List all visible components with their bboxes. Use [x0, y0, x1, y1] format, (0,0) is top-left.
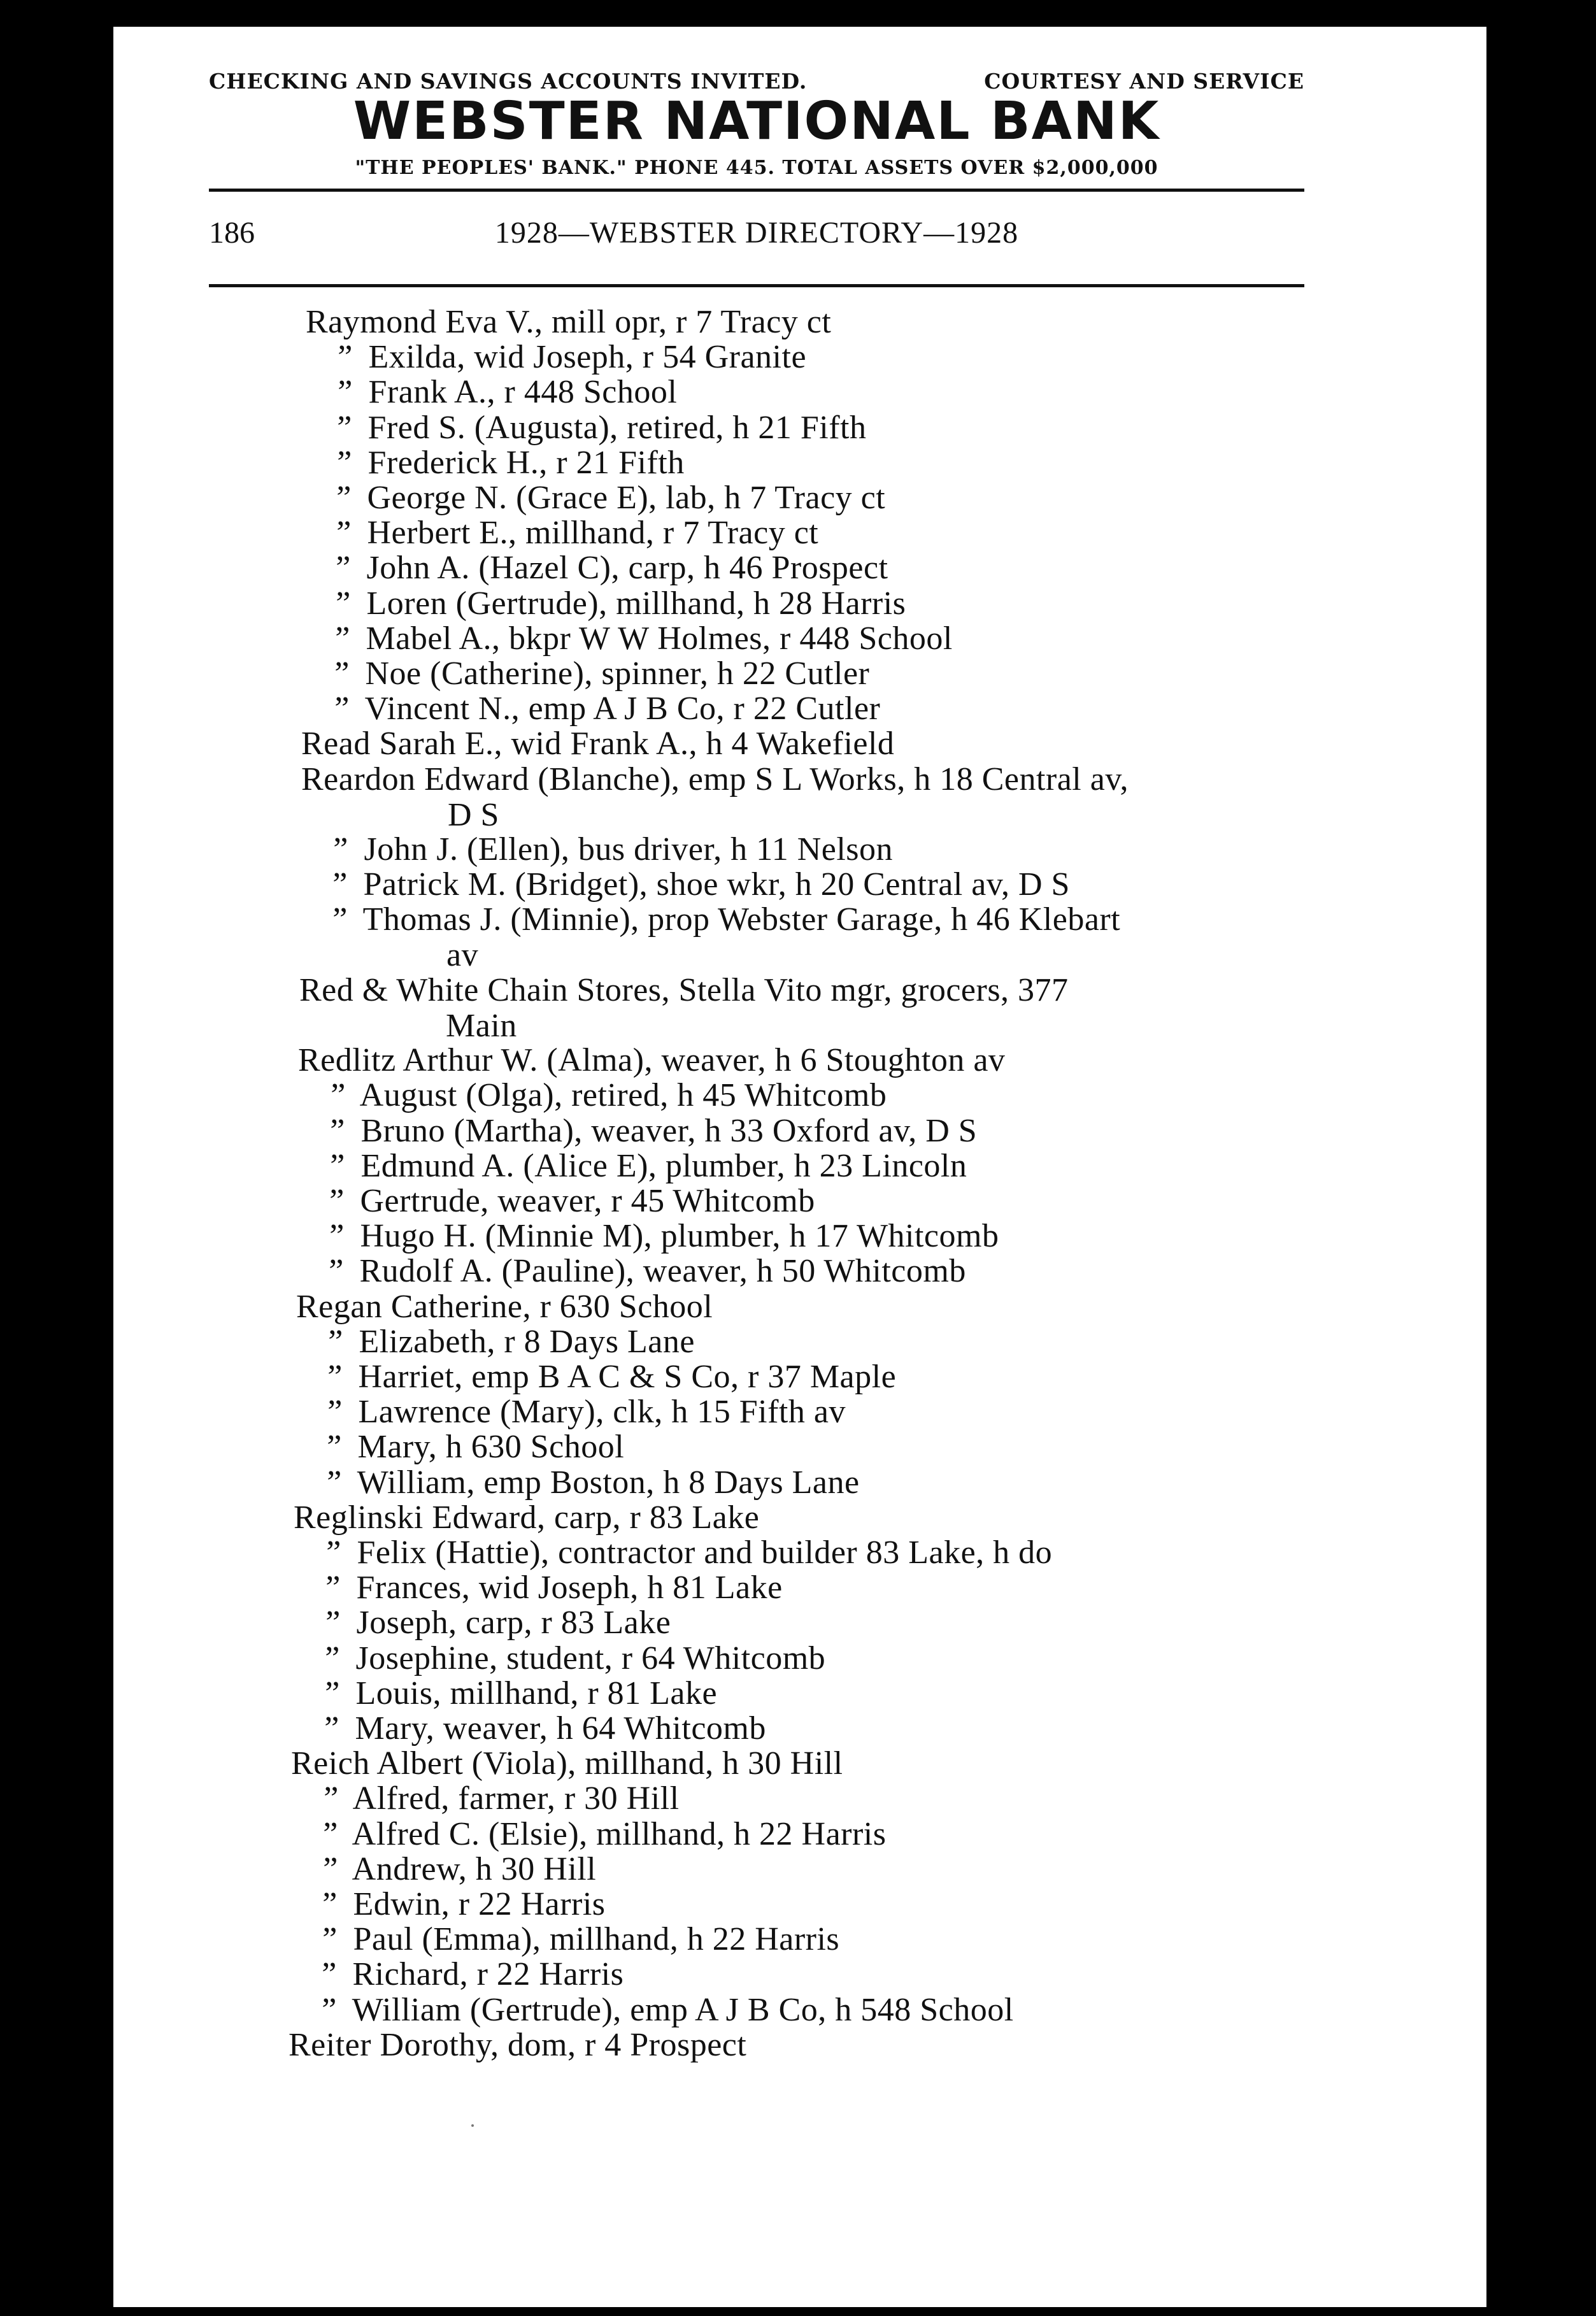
- entry-text: George N. (Grace E), lab, h 7 Tracy ct: [367, 480, 886, 516]
- directory-entry: [329, 480, 885, 516]
- bank-name: WEBSTER NATIONAL BANK: [353, 91, 1160, 152]
- entry-text: Noe (Catherine), spinner, h 22 Cutler: [365, 655, 870, 692]
- entry-text: Reich Albert (Viola), millhand, h 30 Hill: [291, 1745, 843, 1782]
- entry-text: William (Gertrude), emp A J B Co, h 548 School: [352, 1992, 1014, 2028]
- ditto-mark: ”: [329, 1253, 344, 1289]
- directory-entry: [316, 1817, 886, 1852]
- entry-text: Richard, r 22 Harris: [352, 1956, 624, 1992]
- directory-entry: [325, 867, 1070, 903]
- directory-entry: [319, 1535, 1052, 1571]
- ditto-mark: ”: [331, 1077, 346, 1113]
- ditto-mark: ”: [327, 1394, 343, 1430]
- entry-text: Thomas J. (Minnie), prop Webster Garage, h 46 Klebart: [362, 901, 1121, 938]
- directory-entry: [330, 445, 685, 481]
- directory-entry: [317, 1781, 680, 1817]
- ditto-mark: ”: [334, 690, 350, 727]
- entry-text: Loren (Gertrude), millhand, h 28 Harris: [366, 585, 906, 622]
- entry-text: Alfred C. (Elsie), millhand, h 22 Harris: [352, 1816, 887, 1852]
- ditto-mark: ”: [324, 1710, 339, 1747]
- header-rule-bottom: [209, 284, 1304, 287]
- ditto-mark: ”: [327, 1359, 343, 1395]
- directory-entry: [301, 726, 894, 762]
- directory-entry: [291, 1746, 843, 1782]
- entry-continuation: av: [446, 937, 479, 973]
- entry-text: Josephine, student, r 64 Whitcomb: [355, 1640, 826, 1676]
- entry-text: Read Sarah E., wid Frank A., h 4 Wakefield: [301, 726, 895, 762]
- entry-text: Red & White Chain Stores, Stella Vito mgr, grocers, 377: [299, 972, 1069, 1008]
- directory-entry: [322, 1183, 815, 1219]
- ditto-mark: ”: [338, 374, 353, 410]
- page-number: 186: [209, 216, 255, 250]
- directory-entry: [298, 1043, 1005, 1078]
- running-title: 1928—WEBSTER DIRECTORY—1928: [494, 216, 1019, 250]
- entry-text: Frederick H., r 21 Fifth: [367, 445, 685, 481]
- entry-text: Frank A., r 448 School: [368, 374, 678, 410]
- running-header: [209, 215, 1304, 266]
- entry-text: Mary, weaver, h 64 Whitcomb: [355, 1710, 766, 1747]
- directory-entry: [321, 1324, 695, 1360]
- directory-entry: [329, 586, 906, 622]
- directory-entry: [325, 902, 1120, 973]
- entry-text: Patrick M. (Bridget), shoe wkr, h 20 Central av, D S: [363, 866, 1070, 903]
- ditto-mark: ”: [336, 515, 352, 551]
- entry-text: Exilda, wid Joseph, r 54 Granite: [368, 339, 807, 375]
- directory-entry: [317, 1711, 766, 1747]
- directory-entry: [320, 1394, 846, 1430]
- directory-entry: [318, 1605, 671, 1641]
- entry-text: Mary, h 630 School: [357, 1429, 625, 1465]
- entry-text: Vincent N., emp A J B Co, r 22 Cutler: [364, 690, 881, 727]
- directory-entry: [306, 304, 831, 340]
- ditto-mark: ”: [336, 550, 351, 586]
- directory-entry: [318, 1570, 783, 1606]
- directory-entry: [299, 973, 1069, 1044]
- ditto-mark: ”: [337, 410, 352, 446]
- entry-text: Lawrence (Mary), clk, h 15 Fifth av: [358, 1394, 846, 1430]
- ditto-mark: ”: [325, 1675, 340, 1712]
- directory-entry: [315, 1922, 839, 1957]
- ditto-mark: ”: [328, 1324, 343, 1360]
- ditto-mark: ”: [336, 480, 352, 516]
- directory-entry: [329, 515, 818, 551]
- ditto-mark: ”: [338, 339, 353, 375]
- directory-entry: [320, 1359, 896, 1395]
- entry-text: Mabel A., bkpr W W Holmes, r 448 School: [366, 620, 953, 657]
- directory-entry: [324, 1078, 887, 1113]
- entry-text: Bruno (Martha), weaver, h 33 Oxford av, D S: [360, 1113, 978, 1149]
- directory-entry: [322, 1219, 999, 1254]
- ditto-mark: ”: [329, 1183, 345, 1219]
- directory-entry: [320, 1429, 624, 1465]
- directory-entry: [331, 375, 677, 410]
- entry-text: August (Olga), retired, h 45 Whitcomb: [359, 1077, 887, 1113]
- directory-entry: [327, 691, 880, 727]
- ditto-mark: ”: [322, 1956, 337, 1992]
- ditto-mark: ”: [335, 620, 350, 657]
- entry-text: Herbert E., millhand, r 7 Tracy ct: [367, 515, 819, 551]
- ditto-mark: ”: [322, 1992, 337, 2028]
- ditto-mark: ”: [332, 901, 348, 938]
- directory-entry: [328, 621, 953, 657]
- entry-text: Frances, wid Joseph, h 81 Lake: [356, 1569, 783, 1606]
- entry-text: John A. (Hazel C), carp, h 46 Prospect: [366, 550, 888, 586]
- entry-text: Hugo H. (Minnie M), plumber, h 17 Whitcomb: [360, 1218, 999, 1254]
- directory-entry: [326, 832, 893, 868]
- ditto-mark: ”: [330, 1113, 345, 1149]
- entry-continuation: D S: [448, 797, 499, 833]
- entry-text: Andrew, h 30 Hill: [352, 1851, 597, 1887]
- ditto-mark: ”: [324, 1780, 339, 1817]
- directory-entry: [315, 1957, 623, 1992]
- ditto-mark: ”: [322, 1921, 338, 1957]
- directory-entry: [329, 550, 888, 586]
- ditto-mark: ”: [329, 1218, 345, 1254]
- ditto-mark: ”: [334, 655, 350, 692]
- directory-entry: [296, 1289, 713, 1325]
- entry-text: Joseph, carp, r 83 Lake: [356, 1605, 671, 1641]
- entry-text: John J. (Ellen), bus driver, h 11 Nelson: [364, 831, 894, 868]
- directory-entry: [327, 656, 869, 692]
- entry-text: Paul (Emma), millhand, h 22 Harris: [353, 1921, 840, 1957]
- ditto-mark: ”: [325, 1605, 341, 1641]
- entry-text: Reglinski Edward, carp, r 83 Lake: [294, 1499, 760, 1536]
- directory-entry: [323, 1113, 977, 1149]
- entry-continuation: Main: [446, 1008, 517, 1044]
- bank-ad-tagline: [209, 69, 1304, 94]
- directory-entry: [315, 1887, 606, 1922]
- entry-text: Elizabeth, r 8 Days Lane: [359, 1324, 695, 1360]
- ditto-mark: ”: [332, 866, 348, 903]
- bank-ad-subline: "THE PEOPLES' BANK." PHONE 445. TOTAL ASSETS OVER $2,000,000: [355, 157, 1158, 179]
- directory-entry: [301, 762, 1129, 833]
- entry-text: Louis, millhand, r 81 Lake: [355, 1675, 718, 1712]
- entry-text: Gertrude, weaver, r 45 Whitcomb: [360, 1183, 815, 1219]
- ditto-mark: ”: [330, 1148, 345, 1184]
- entry-text: Raymond Eva V., mill opr, r 7 Tracy ct: [306, 304, 832, 340]
- ad-right-text: COURTESY AND SERVICE: [984, 69, 1304, 94]
- directory-entry: [289, 2027, 746, 2063]
- header-rule-top: [209, 189, 1304, 192]
- entry-text: Fred S. (Augusta), retired, h 21 Fifth: [367, 410, 867, 446]
- ditto-mark: ”: [326, 1534, 341, 1571]
- entry-text: Harriet, emp B A C & S Co, r 37 Maple: [358, 1359, 897, 1395]
- entry-text: Edwin, r 22 Harris: [353, 1886, 606, 1922]
- ditto-mark: ”: [325, 1640, 340, 1676]
- directory-entry: [318, 1676, 717, 1712]
- ditto-mark: ”: [322, 1886, 338, 1922]
- ditto-mark: ”: [323, 1816, 338, 1852]
- entry-text: Regan Catherine, r 630 School: [296, 1289, 713, 1325]
- entry-text: Rudolf A. (Pauline), weaver, h 50 Whitcomb: [359, 1253, 966, 1289]
- directory-entry: [318, 1641, 825, 1676]
- ditto-mark: ”: [325, 1569, 341, 1606]
- ditto-mark: ”: [336, 585, 351, 622]
- directory-entry: [330, 410, 867, 446]
- entry-text: Redlitz Arthur W. (Alma), weaver, h 6 Stoughton av: [298, 1042, 1006, 1078]
- ditto-mark: ”: [327, 1429, 342, 1465]
- entry-text: Alfred, farmer, r 30 Hill: [352, 1780, 680, 1817]
- entry-text: William, emp Boston, h 8 Days Lane: [357, 1464, 860, 1501]
- directory-entry: [322, 1254, 966, 1289]
- directory-entry: [331, 340, 806, 375]
- ditto-mark: ”: [333, 831, 348, 868]
- page-speck: [471, 2124, 474, 2127]
- entry-text: Reardon Edward (Blanche), emp S L Works, h 18 Central av,: [301, 761, 1129, 797]
- ditto-mark: ”: [327, 1464, 342, 1501]
- entry-text: Felix (Hattie), contractor and builder 83 Lake, h do: [357, 1534, 1053, 1571]
- entry-text: Reiter Dorothy, dom, r 4 Prospect: [289, 2027, 747, 2063]
- directory-entry: [323, 1148, 967, 1184]
- ditto-mark: ”: [323, 1851, 338, 1887]
- entry-text: Edmund A. (Alice E), plumber, h 23 Lincoln: [360, 1148, 967, 1184]
- ad-left-text: CHECKING AND SAVINGS ACCOUNTS INVITED.: [209, 69, 808, 94]
- directory-entry: [315, 1992, 1014, 2028]
- directory-entry: [294, 1500, 759, 1536]
- directory-entry: [320, 1465, 860, 1501]
- directory-entry: [316, 1852, 596, 1887]
- ditto-mark: ”: [337, 445, 352, 481]
